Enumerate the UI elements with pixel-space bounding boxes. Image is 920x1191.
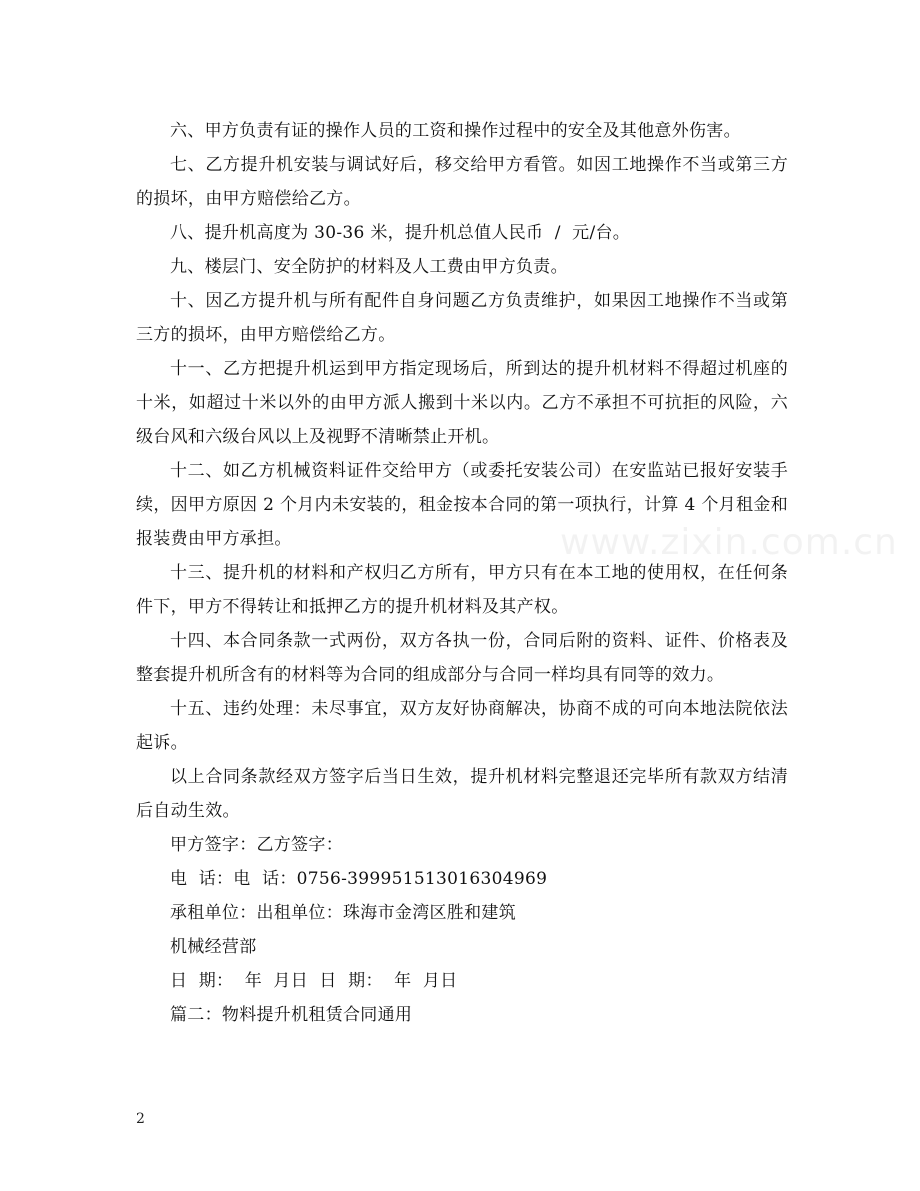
signature-line: 甲方签字：乙方签字：	[170, 835, 343, 855]
clause-7: 七、乙方提升机安装与调试好后，移交给甲方看管。如因工地操作不当或第三方的损坏，由甲方赔偿给乙方。	[136, 155, 788, 209]
document-body	[136, 114, 788, 1032]
clause-15: 十五、违约处理：未尽事宜，双方友好协商解决，协商不成的可向本地法院依法起诉。	[136, 699, 788, 753]
clause-14: 十四、本合同条款一式两份，双方各执一份，合同后附的资料、证件、价格表及整套提升机所含有的材料等为合同的组成部分与合同一样均具有同等的效力。	[136, 631, 788, 685]
clause-11: 十一、乙方把提升机运到甲方指定现场后，所到达的提升机材料不得超过机座的十米，如超过十米以外的由甲方派人搬到十米以内。乙方不承担不可抗拒的风险，六级台风和六级台风以上及视野不清晰禁止开机。	[136, 359, 788, 447]
unit-line-continued: 机械经营部	[170, 937, 257, 957]
page-number: 2	[136, 1111, 145, 1127]
clause-12: 十二、如乙方机械资料证件交给甲方（或委托安装公司）在安监站已报好安装手续，因甲方原因 2 个月内未安装的，租金按本合同的第一项执行，计算 4 个月租金和报装费由甲方承担。	[136, 461, 788, 549]
clause-13: 十三、提升机的材料和产权归乙方所有，甲方只有在本工地的使用权，在任何条件下，甲方不得转让和抵押乙方的提升机材料及其产权。	[136, 563, 788, 617]
date-line: 日 期： 年 月日 日 期： 年 月日	[170, 971, 458, 991]
phone-line: 电 话：电 话：0756-399951513016304969	[170, 869, 548, 889]
clause-6: 六、甲方负责有证的操作人员的工资和操作过程中的安全及其他意外伤害。	[170, 121, 741, 141]
unit-line: 承租单位：出租单位：珠海市金湾区胜和建筑	[170, 903, 516, 923]
effective-clause: 以上合同条款经双方签字后当日生效，提升机材料完整退还完毕所有款双方结清后自动生效。	[136, 767, 788, 821]
watermark: www.zixin.com.cn	[560, 522, 898, 563]
section-heading: 篇二：物料提升机租赁合同通用	[170, 1005, 413, 1025]
clause-9: 九、楼层门、安全防护的材料及人工费由甲方负责。	[170, 257, 568, 277]
clause-8: 八、提升机高度为 30-36 米，提升机总值人民币 / 元/台。	[170, 223, 631, 243]
clause-10: 十、因乙方提升机与所有配件自身问题乙方负责维护，如果因工地操作不当或第三方的损坏，由甲方赔偿给乙方。	[136, 291, 788, 345]
